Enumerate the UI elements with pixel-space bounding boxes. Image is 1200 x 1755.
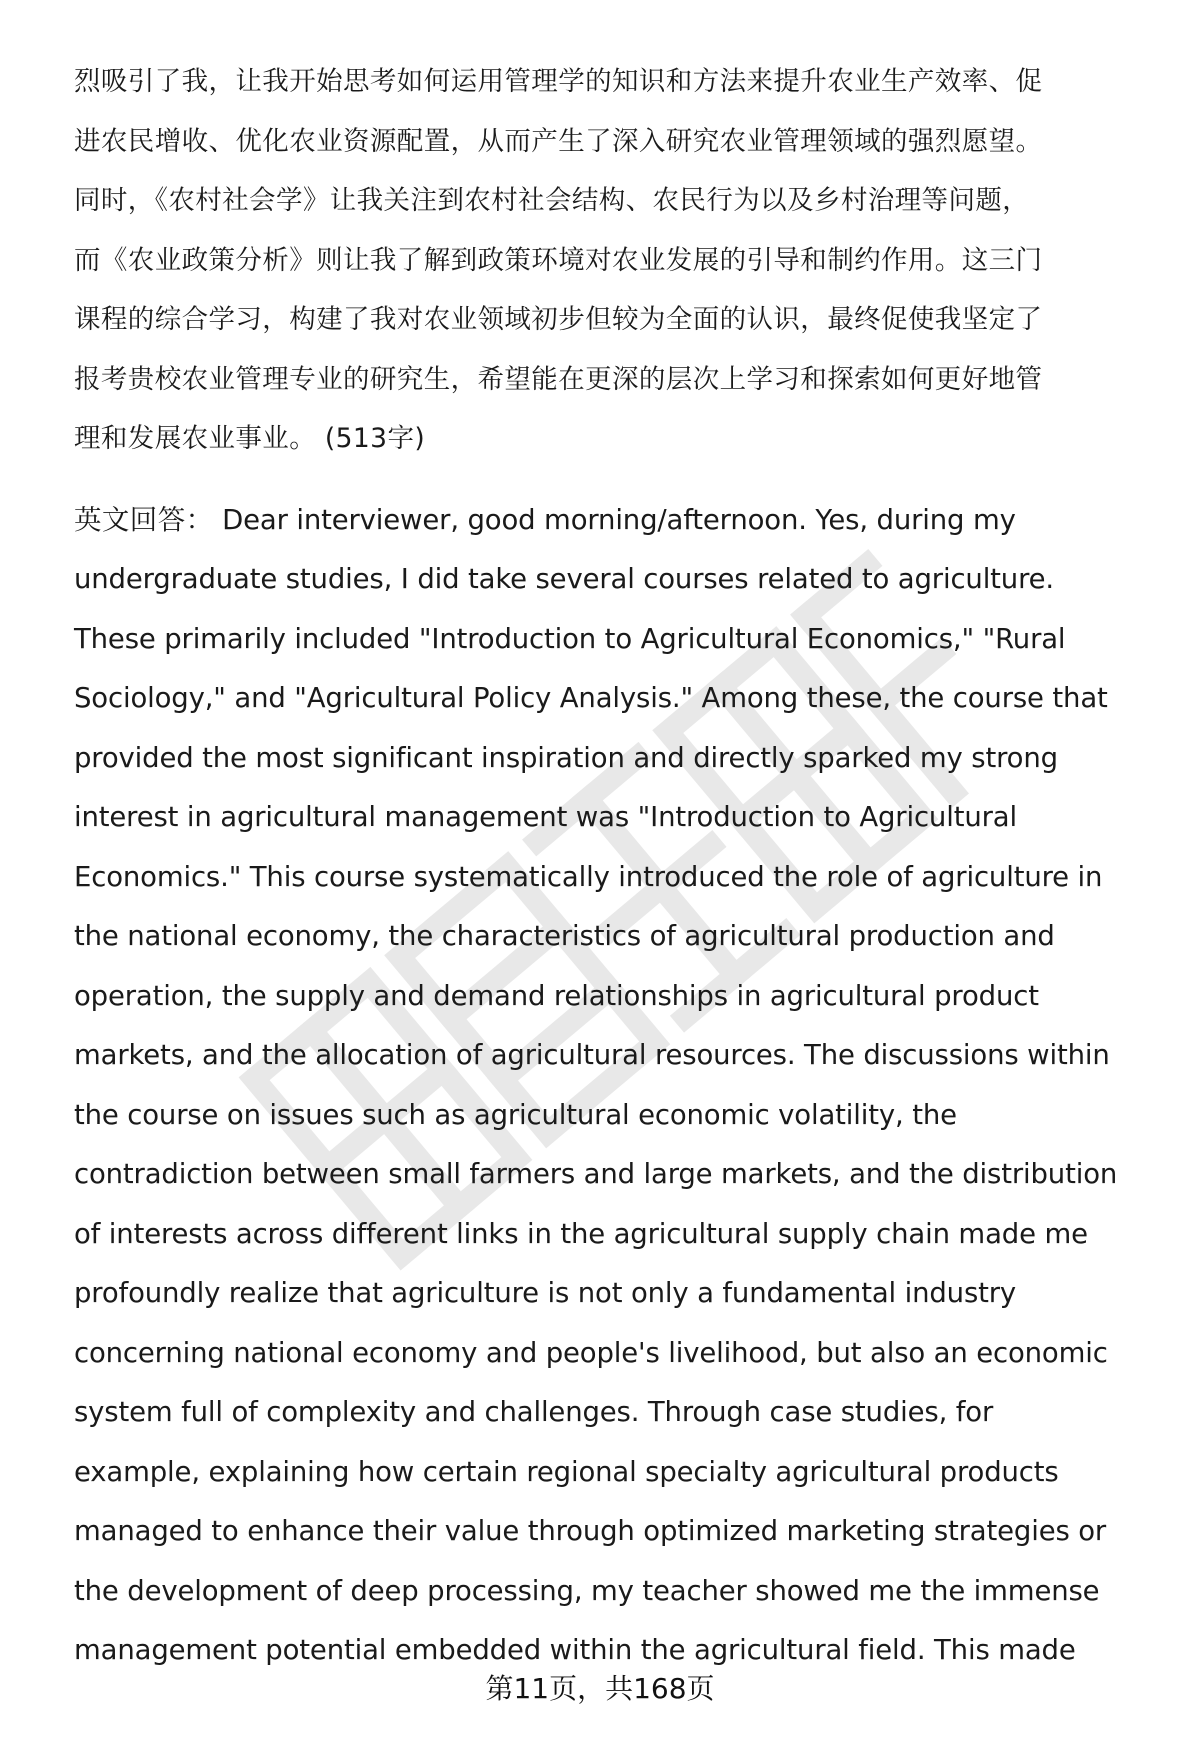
text-line: the course on issues such as agricultural economic volatility, the (74, 1098, 957, 1131)
text-line: managed to enhance their value through optimized marketing strategies or (74, 1515, 1107, 1547)
text-line (74, 491, 1164, 551)
text-line: markets, and the allocation of agricultural resources. The discussions within (74, 1039, 1110, 1071)
text-line: example, explaining how certain regional specialty agricultural products (74, 1455, 1059, 1488)
text-line: 报考贵校农业管理专业的研究生，希望能在更深的层次上学习和探索如何更好地管 (74, 363, 1043, 395)
text-line: system full of complexity and challenges. Through case studies, for (74, 1396, 994, 1428)
text-line: the national economy, the characteristics of agricultural production and (74, 920, 1055, 952)
english-answer-paragraph (74, 491, 1164, 1681)
text-line: 烈吸引了我，让我开始思考如何运用管理学的知识和方法来提升农业生产效率、促 (74, 66, 1043, 97)
text-line: Sociology," and "Agricultural Policy Analysis." Among these, the course that (74, 682, 1108, 714)
text-line: interest in agricultural management was "Introduction to Agricultural (74, 801, 1017, 833)
chinese-answer-paragraph (74, 52, 1164, 469)
text-line: concerning national economy and people's livelihood, but also an economic (74, 1336, 1108, 1369)
page-number: 第11页，共168页 (485, 1672, 715, 1705)
page-content (74, 52, 1164, 1681)
text-line: Economics." This course systematically introduced the role of agriculture in (74, 860, 1103, 893)
text-line: 课程的综合学习，构建了我对农业领域初步但较为全面的认识，最终促使我坚定了 (74, 304, 1043, 335)
text-line: of interests across different links in the agricultural supply chain made me (74, 1217, 1088, 1250)
english-answer-label: 英文回答： (74, 503, 214, 536)
text-line: 而《农业政策分析》则让我了解到政策环境对农业发展的引导和制约作用。这三门 (74, 244, 1043, 276)
text-line: undergraduate studies, I did take several courses related to agriculture. (74, 563, 1055, 595)
text-line-content: Dear interviewer, good morning/afternoon. Yes, during my (213, 503, 1016, 536)
text-line: profoundly realize that agriculture is not only a fundamental industry (74, 1277, 1017, 1309)
text-line: 同时，《农村社会学》让我关注到农村社会结构、农民行为以及乡村治理等问题， (74, 185, 1030, 216)
text-line: the development of deep processing, my teacher showed me the immense (74, 1574, 1100, 1607)
text-line: These primarily included "Introduction to Agricultural Economics," "Rural (74, 622, 1066, 655)
text-line: 理和发展农业事业。 (513字) (74, 423, 426, 454)
text-line: provided the most significant inspiration and directly sparked my strong (74, 741, 1058, 774)
text-line: contradiction between small farmers and large markets, and the distribution (74, 1158, 1118, 1190)
text-line: 进农民增收、优化农业资源配置，从而产生了深入研究农业管理领域的强烈愿望。 (74, 125, 1043, 157)
text-line: operation, the supply and demand relationships in agricultural product (74, 979, 1039, 1012)
text-line: management potential embedded within the agricultural field. This made (74, 1634, 1076, 1666)
